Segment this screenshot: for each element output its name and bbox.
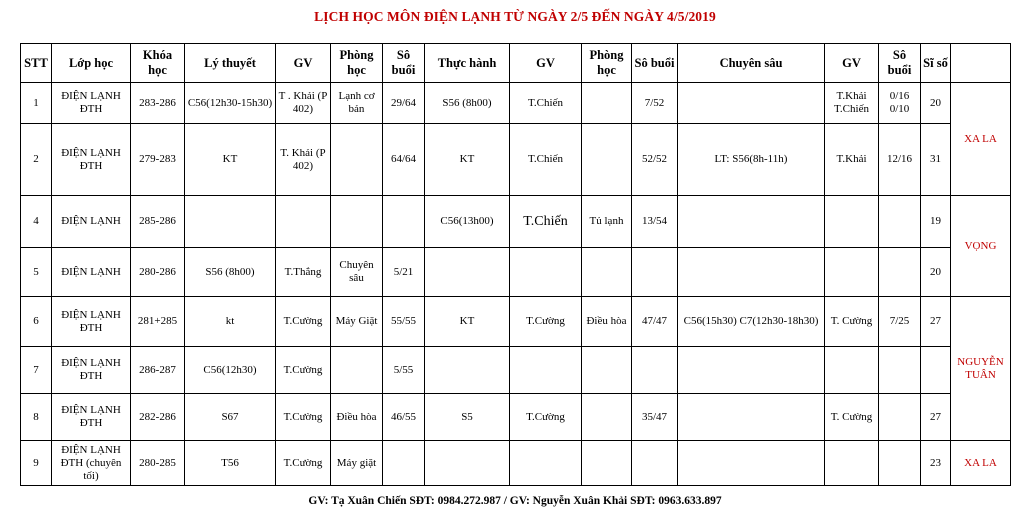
table-row [21, 248, 1011, 297]
cell-gv-chuyen-sau [825, 196, 879, 248]
cell-si-so: 20 [921, 83, 951, 124]
cell-thuc-hanh: C56(13h00) [425, 196, 510, 248]
cell-so-buoi-thuc-hanh: 13/54 [632, 196, 678, 248]
cell-khoa: 282-286 [131, 394, 185, 441]
cell-lop: ĐIỆN LẠNH [52, 196, 131, 248]
cell-so-buoi-thuc-hanh [632, 441, 678, 486]
cell-ly-thuyet: S67 [185, 394, 276, 441]
cell-chuyen-sau [678, 394, 825, 441]
cell-ly-thuyet: kt [185, 297, 276, 347]
table-row [21, 83, 1011, 124]
cell-so-buoi-chuyen-sau [879, 248, 921, 297]
cell-gv-chuyen-sau: T. Cường [825, 297, 879, 347]
cell-chuyen-sau [678, 347, 825, 394]
cell-so-buoi-thuc-hanh [632, 347, 678, 394]
header-gv-thuc-hanh: GV [510, 44, 582, 83]
cell-khoa: 280-286 [131, 248, 185, 297]
cell-stt: 5 [21, 248, 52, 297]
cell-gv-thuc-hanh [510, 248, 582, 297]
cell-si-so [921, 347, 951, 394]
cell-gv-thuc-hanh: T.Chiến [510, 83, 582, 124]
location-vong: VỌNG [951, 196, 1011, 297]
cell-gv-chuyen-sau [825, 441, 879, 486]
cell-so-buoi [383, 196, 425, 248]
cell-gv: T.Thắng [276, 248, 331, 297]
cell-gv: T.Cường [276, 441, 331, 486]
table-row [21, 297, 1011, 347]
cell-phong [331, 347, 383, 394]
footer-contacts: GV: Tạ Xuân Chiến SĐT: 0984.272.987 / GV: Nguyễn Xuân Khải SĐT: 0963.633.897 [308, 495, 722, 507]
cell-so-buoi-chuyen-sau: 12/16 [879, 124, 921, 196]
cell-so-buoi: 5/55 [383, 347, 425, 394]
cell-gv-chuyen-sau: T.Khải T.Chiến [825, 83, 879, 124]
cell-chuyen-sau: C56(15h30) C7(12h30-18h30) [678, 297, 825, 347]
header-so-buoi-chuyen-sau: Sô buổi [879, 44, 921, 83]
cell-chuyen-sau: LT: S56(8h-11h) [678, 124, 825, 196]
cell-phong: Chuyên sâu [331, 248, 383, 297]
cell-stt: 8 [21, 394, 52, 441]
cell-so-buoi-thuc-hanh: 7/52 [632, 83, 678, 124]
cell-so-buoi-chuyen-sau [879, 347, 921, 394]
cell-lop: ĐIỆN LẠNH ĐTH [52, 124, 131, 196]
cell-phong: Điều hòa [331, 394, 383, 441]
cell-gv-chuyen-sau [825, 347, 879, 394]
cell-phong: Máy giặt [331, 441, 383, 486]
cell-phong-thuc-hanh [582, 248, 632, 297]
cell-lop: ĐIỆN LẠNH ĐTH (chuyên tối) [52, 441, 131, 486]
cell-so-buoi: 29/64 [383, 83, 425, 124]
table-row [21, 124, 1011, 196]
cell-lop: ĐIỆN LẠNH [52, 248, 131, 297]
cell-phong-thuc-hanh [582, 394, 632, 441]
cell-phong-thuc-hanh [582, 441, 632, 486]
location-xa-la: XA LA [951, 83, 1011, 196]
table-row [21, 441, 1011, 486]
cell-phong: Lạnh cơ bản [331, 83, 383, 124]
schedule-table [20, 43, 1011, 486]
header-stt: STT [21, 44, 52, 83]
cell-phong-thuc-hanh [582, 347, 632, 394]
cell-phong-thuc-hanh [582, 124, 632, 196]
cell-si-so: 23 [921, 441, 951, 486]
cell-phong-thuc-hanh: Tủ lạnh [582, 196, 632, 248]
cell-si-so: 27 [921, 297, 951, 347]
cell-khoa: 279-283 [131, 124, 185, 196]
cell-khoa: 286-287 [131, 347, 185, 394]
cell-so-buoi-chuyen-sau [879, 441, 921, 486]
cell-gv-thuc-hanh [510, 441, 582, 486]
cell-khoa: 283-286 [131, 83, 185, 124]
cell-so-buoi [383, 441, 425, 486]
cell-so-buoi-chuyen-sau [879, 394, 921, 441]
cell-gv: T.Cường [276, 297, 331, 347]
header-phong-hoc: Phòng học [331, 44, 383, 83]
cell-stt: 6 [21, 297, 52, 347]
cell-so-buoi-thuc-hanh: 52/52 [632, 124, 678, 196]
header-location [951, 44, 1011, 83]
header-phong-hoc-thuc-hanh: Phòng học [582, 44, 632, 83]
cell-ly-thuyet: S56 (8h00) [185, 248, 276, 297]
cell-so-buoi-chuyen-sau: 0/16 0/10 [879, 83, 921, 124]
cell-ly-thuyet: KT [185, 124, 276, 196]
header-thuc-hanh: Thực hành [425, 44, 510, 83]
cell-chuyen-sau [678, 196, 825, 248]
cell-gv [276, 196, 331, 248]
cell-thuc-hanh [425, 248, 510, 297]
cell-lop: ĐIỆN LẠNH ĐTH [52, 83, 131, 124]
cell-stt: 1 [21, 83, 52, 124]
cell-gv: T . Khải (P 402) [276, 83, 331, 124]
cell-so-buoi-thuc-hanh [632, 248, 678, 297]
cell-phong [331, 124, 383, 196]
cell-chuyen-sau [678, 248, 825, 297]
header-si-so: Sĩ số [921, 44, 951, 83]
cell-thuc-hanh [425, 441, 510, 486]
cell-phong-thuc-hanh [582, 83, 632, 124]
cell-khoa: 285-286 [131, 196, 185, 248]
cell-thuc-hanh [425, 347, 510, 394]
header-gv: GV [276, 44, 331, 83]
cell-phong [331, 196, 383, 248]
cell-ly-thuyet: C56(12h30-15h30) [185, 83, 276, 124]
cell-so-buoi: 5/21 [383, 248, 425, 297]
header-lop-hoc: Lớp học [52, 44, 131, 83]
location-xa-la: XA LA [951, 441, 1011, 486]
header-so-buoi: Sô buổi [383, 44, 425, 83]
cell-gv: T.Cường [276, 394, 331, 441]
cell-chuyen-sau [678, 83, 825, 124]
cell-gv: T.Cường [276, 347, 331, 394]
cell-so-buoi: 64/64 [383, 124, 425, 196]
header-row [21, 44, 1011, 83]
cell-gv-chuyen-sau: T. Cường [825, 394, 879, 441]
cell-so-buoi: 46/55 [383, 394, 425, 441]
cell-thuc-hanh: KT [425, 124, 510, 196]
cell-so-buoi-chuyen-sau [879, 196, 921, 248]
header-ly-thuyet: Lý thuyết [185, 44, 276, 83]
cell-chuyen-sau [678, 441, 825, 486]
header-so-buoi-thuc-hanh: Sô buổi [632, 44, 678, 83]
cell-lop: ĐIỆN LẠNH ĐTH [52, 297, 131, 347]
header-chuyen-sau: Chuyên sâu [678, 44, 825, 83]
cell-gv: T. Khải (P 402) [276, 124, 331, 196]
cell-phong: Máy Giặt [331, 297, 383, 347]
cell-khoa: 281+285 [131, 297, 185, 347]
cell-gv-thuc-hanh: T.Chiến [510, 196, 582, 248]
cell-gv-thuc-hanh: T.Cường [510, 297, 582, 347]
cell-gv-chuyen-sau: T.Khải [825, 124, 879, 196]
cell-so-buoi-thuc-hanh: 47/47 [632, 297, 678, 347]
cell-thuc-hanh: S5 [425, 394, 510, 441]
table-row [21, 196, 1011, 248]
cell-gv-thuc-hanh: T.Cường [510, 394, 582, 441]
cell-ly-thuyet: C56(12h30) [185, 347, 276, 394]
page-title: LỊCH HỌC MÔN ĐIỆN LẠNH TỪ NGÀY 2/5 ĐẾN NGÀY 4/5/2019 [314, 9, 716, 24]
cell-so-buoi-thuc-hanh: 35/47 [632, 394, 678, 441]
location-nguyen-tuan: NGUYỄN TUÂN [951, 297, 1011, 441]
cell-lop: ĐIỆN LẠNH ĐTH [52, 394, 131, 441]
cell-khoa: 280-285 [131, 441, 185, 486]
cell-si-so: 19 [921, 196, 951, 248]
cell-si-so: 27 [921, 394, 951, 441]
cell-so-buoi: 55/55 [383, 297, 425, 347]
cell-si-so: 31 [921, 124, 951, 196]
cell-gv-thuc-hanh: T.Chiến [510, 124, 582, 196]
cell-stt: 9 [21, 441, 52, 486]
cell-gv-chuyen-sau [825, 248, 879, 297]
header-khoa-hoc: Khóa học [131, 44, 185, 83]
cell-stt: 4 [21, 196, 52, 248]
table-row [21, 347, 1011, 394]
table-row [21, 394, 1011, 441]
cell-so-buoi-chuyen-sau: 7/25 [879, 297, 921, 347]
cell-si-so: 20 [921, 248, 951, 297]
cell-thuc-hanh: S56 (8h00) [425, 83, 510, 124]
header-gv-chuyen-sau: GV [825, 44, 879, 83]
cell-stt: 2 [21, 124, 52, 196]
cell-ly-thuyet [185, 196, 276, 248]
cell-ly-thuyet: T56 [185, 441, 276, 486]
cell-gv-thuc-hanh [510, 347, 582, 394]
cell-phong-thuc-hanh: Điều hòa [582, 297, 632, 347]
cell-thuc-hanh: KT [425, 297, 510, 347]
cell-lop: ĐIỆN LẠNH ĐTH [52, 347, 131, 394]
cell-stt: 7 [21, 347, 52, 394]
